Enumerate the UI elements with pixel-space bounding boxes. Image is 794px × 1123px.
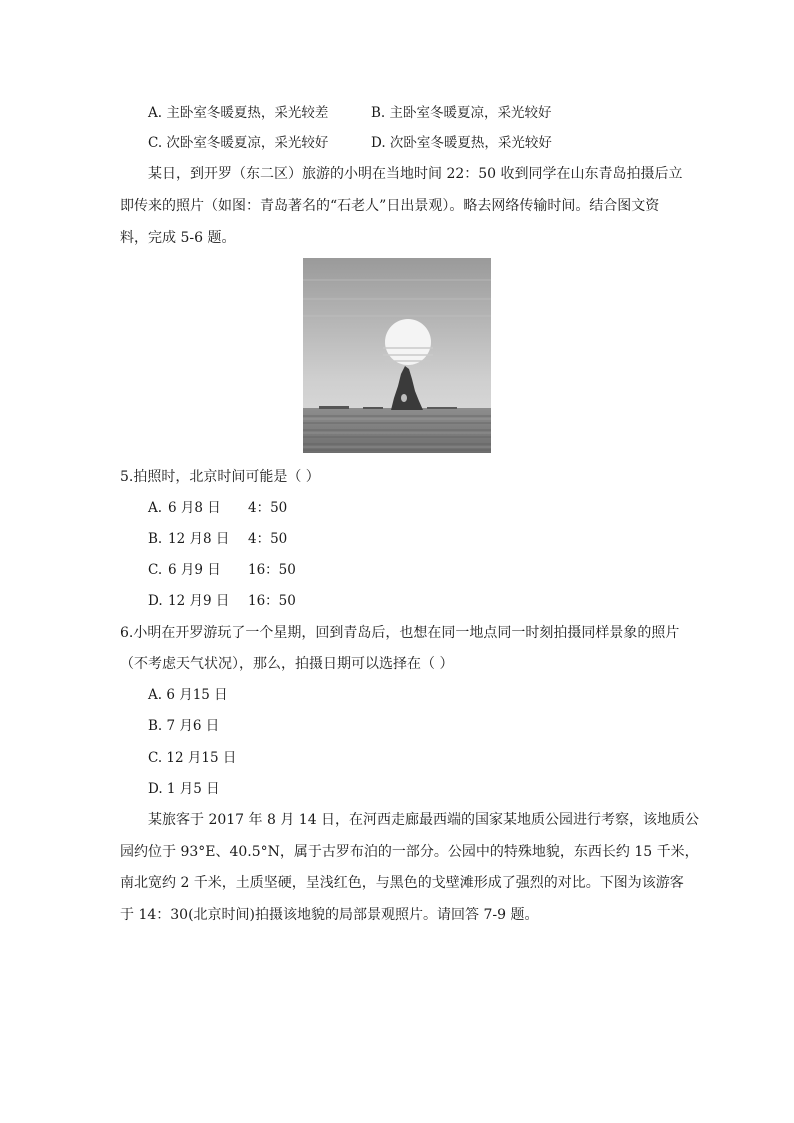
- q4-option-b: B. 主卧室冬暖夏凉，采光较好: [371, 105, 552, 121]
- q5-option-c-date: 6 月9 日: [168, 562, 221, 578]
- passage2-line4: 于 14：30(北京时间)拍摄该地貌的局部景观照片。请回答 7-9 题。: [120, 907, 539, 923]
- q4-option-d: D. 次卧室冬暖夏热，采光较好: [371, 135, 552, 151]
- q6-stem-line1: 6.小明在开罗游玩了一个星期，回到青岛后，也想在同一地点同一时刻拍摄同样景象的照片: [120, 625, 680, 641]
- passage2-line1: 某旅客于 2017 年 8 月 14 日，在河西走廊最西端的国家某地质公园进行考察，该地质公: [148, 812, 700, 828]
- q5-option-b-letter: B.: [148, 531, 163, 547]
- q4-option-a: A. 主卧室冬暖夏热，采光较差: [148, 105, 329, 121]
- q5-option-d-letter: D.: [148, 593, 163, 609]
- q5-option-a-letter: A.: [148, 500, 163, 516]
- q6-option-b: B. 7 月6 日: [148, 718, 220, 734]
- q5-option-d-time: 16：50: [248, 593, 296, 609]
- passage1-line3: 料，完成 5-6 题。: [120, 230, 236, 246]
- q6-stem-line2: （不考虑天气状况），那么，拍摄日期可以选择在（ ）: [120, 656, 454, 672]
- passage1-line2: 即传来的照片（如图：青岛著名的“石老人”日出景观）。略去网络传输时间。结合图文资: [120, 198, 660, 214]
- passage1-line1: 某日，到开罗（东二区）旅游的小明在当地时间 22：50 收到同学在山东青岛拍摄后立: [148, 166, 683, 182]
- q5-option-a-time: 4：50: [248, 500, 288, 516]
- q6-option-a: A. 6 月15 日: [148, 687, 228, 703]
- q6-option-c: C. 12 月15 日: [148, 750, 237, 766]
- q4-option-c: C. 次卧室冬暖夏凉，采光较好: [148, 135, 329, 151]
- q5-option-b-date: 12 月8 日: [168, 531, 230, 547]
- passage2-line2: 园约位于 93°E、40.5°N，属于古罗布泊的一部分。公园中的特殊地貌，东西长约 15 千米，: [120, 844, 699, 860]
- q5-option-a-date: 6 月8 日: [168, 500, 221, 516]
- q6-option-d: D. 1 月5 日: [148, 781, 220, 797]
- q5-option-b-time: 4：50: [248, 531, 288, 547]
- q5-option-c-letter: C.: [148, 562, 163, 578]
- q5-stem: 5.拍照时，北京时间可能是（ ）: [120, 469, 320, 485]
- q5-option-d-date: 12 月9 日: [168, 593, 230, 609]
- q5-option-c-time: 16：50: [248, 562, 296, 578]
- passage2-line3: 南北宽约 2 千米，土质坚硬，呈浅红色，与黑色的戈壁滩形成了强烈的对比。下图为该游客: [120, 875, 684, 891]
- shilaoren-sunrise-photo: [303, 258, 491, 453]
